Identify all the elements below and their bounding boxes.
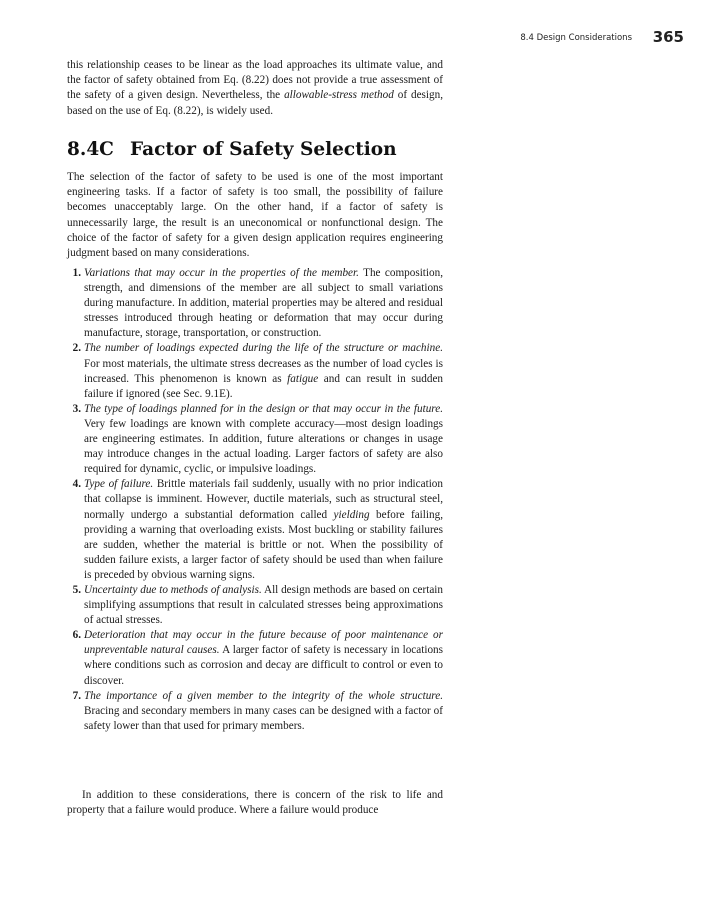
list-item-number: 1.: [72, 267, 81, 279]
running-head-section: 8.4 Design Considerations: [520, 33, 632, 43]
list-item-number: 2.: [72, 342, 81, 355]
list-item-title: Variations that may occur in the properties of the member.: [84, 267, 359, 279]
list-item-number: 6.: [72, 629, 81, 642]
list-item-text: For most materials, the ultimate stress decreases as the number of load cycles is increased. This phenomenon is known as: [84, 357, 443, 385]
list-item: [67, 583, 443, 628]
list-item: [67, 402, 443, 477]
list-item: [67, 266, 443, 341]
list-item-text: Brittle materials fail suddenly, usually with no prior indication that collapse is imminent. However, ductile materials, such as structural steel, normally undergo a substantial deformation called: [84, 478, 443, 521]
section-heading: [67, 139, 397, 160]
list-item-number: 7.: [72, 689, 81, 702]
list-item-text: Bracing and secondary members in many cases can be designed with a factor of safety lower than that used for primary members.: [84, 704, 443, 732]
list-item-title: Type of failure.: [84, 478, 154, 491]
list-item-number: 4.: [72, 478, 81, 491]
intro-text-1: this relationship ceases to be linear as the load approaches its ultimate value, and the factor of safety obtained from Eq. (8.22) does not provide a true assessment of the safety of a given design. Nevertheless, the: [67, 59, 443, 102]
intro-text-2: of design, based on the use of Eq. (8.22), is widely used.: [67, 89, 443, 117]
list-item-title: Uncertainty due to methods of analysis.: [84, 583, 262, 596]
closing-paragraph-text: In addition to these considerations, there is concern of the risk to life and property that a failure would produce. Where a failure would produce: [67, 789, 443, 817]
considerations-list: [67, 266, 443, 734]
body-paragraph-text: The selection of the factor of safety to be used is one of the most important engineering tasks. If a factor of safety is too small, the possibility of failure becomes unacceptably large. On the other hand, if a factor of safety is unnecessarily large, the result is an uneconomical or nonfunctional design. The choice of the factor of safety for a given design application requires engineering judgment based on many considerations.: [67, 171, 443, 260]
running-head: [484, 30, 684, 50]
list-item-text-2: before failing, providing a warning that overloading exists. Most buckling or stability failures are sudden, whether the material is brittle or not. When the possibility of sudden failure exists, a larger factor of safety should be used than when failure is preceded by obvious warning signs.: [84, 508, 443, 581]
list-item-text-2: and can result in sudden failure if ignored (see Sec. 9.1E).: [84, 372, 443, 400]
list-item: [67, 341, 443, 401]
list-item-number: 3.: [72, 402, 81, 415]
page-number: 365: [652, 28, 684, 46]
intro-emphasis: allowable-stress method: [284, 89, 394, 102]
list-item: [67, 628, 443, 688]
list-item-emphasis: fatigue: [287, 372, 319, 385]
body-paragraph: [67, 170, 443, 261]
section-number: 8.4C: [67, 139, 114, 160]
closing-paragraph: [67, 788, 443, 818]
list-item: [67, 689, 443, 734]
list-item-text: A larger factor of safety is necessary in locations where conditions such as corrosion and decay are difficult to control or even to discover.: [84, 644, 443, 687]
list-item-number: 5.: [72, 583, 81, 596]
list-item-title: The importance of a given member to the integrity of the whole structure.: [84, 689, 443, 702]
list-item-text: The composition, strength, and dimensions of the member are all subject to small variations during manufacture. In addition, material properties may be altered and residual stresses introduced through heating or deformation that may occur during manufacture, storage, transportation, or construction.: [84, 267, 443, 340]
list-item-title: The type of loadings planned for in the design or that may occur in the future.: [84, 402, 443, 415]
list-item-emphasis: yielding: [333, 508, 370, 521]
list-item-text: All design methods are based on certain simplifying assumptions that result in calculated stresses being approximations of actual stresses.: [84, 583, 444, 627]
list-item-title: Deterioration that may occur in the future because of poor maintenance or unpreventable natural causes.: [84, 629, 443, 657]
intro-paragraph: [67, 58, 443, 119]
section-title: Factor of Safety Selection: [130, 139, 397, 160]
list-item-title: The number of loadings expected during the life of the structure or machine.: [84, 342, 443, 355]
list-item-text: Very few loadings are known with complete accuracy—most design loadings are engineering estimates. In addition, future alterations or changes in usage may introduce changes in the actual loading. Larger factors of safety are also required for dynamic, cyclic, or impulsive loadings.: [84, 417, 443, 476]
list-item: [67, 477, 443, 583]
